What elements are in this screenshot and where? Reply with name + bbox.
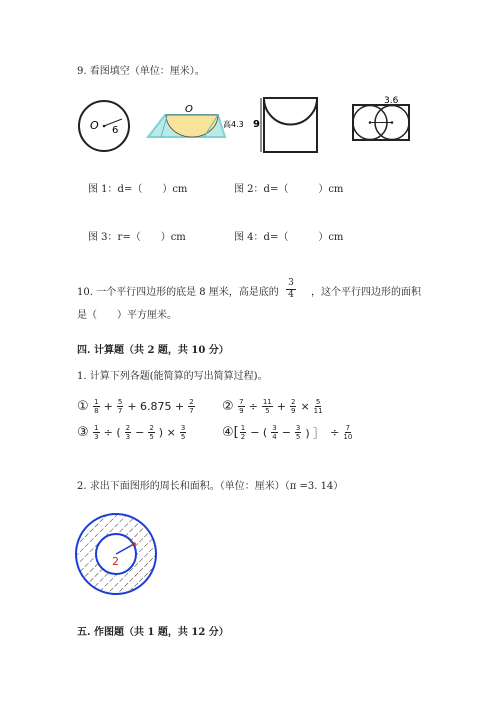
expr-4-op-minus: −: [281, 426, 291, 439]
expr-4-bracket-close: ) ］: [305, 426, 325, 440]
fig4-center-dot-left: [369, 121, 372, 124]
expr-3: [77, 424, 187, 441]
expr-1-frac-c: $\frac{2}{7}$: [189, 398, 194, 415]
expr-2-frac-a: $\frac{7}{9}$: [239, 398, 244, 415]
fig2-label-o: O: [185, 104, 193, 115]
expr-2-op-div: ÷: [248, 400, 258, 413]
q10-fraction: [286, 278, 296, 301]
expr-2-frac-d: $\frac{5}{11}$: [313, 398, 323, 415]
expr-3-frac-b: $\frac{2}{3}$: [125, 424, 131, 441]
expr-4-mark: ④: [222, 425, 234, 440]
q10-fraction-numerator: 3: [286, 278, 296, 290]
q10-text-before: 10. 一个平行四边形的底是 8 厘米，高是底的: [77, 287, 279, 298]
expr-4-op-div: ÷: [330, 426, 340, 439]
fig4-center-dot-right: [391, 121, 394, 124]
expr-1-op-plus: +: [103, 400, 113, 413]
expr-3-frac-d: $\frac{3}{5}$: [180, 424, 186, 441]
ring-figure: [72, 510, 162, 600]
blank-fig3: 图 3：r=（ ）cm: [88, 232, 186, 243]
expr-4-bracket-open: [: [233, 425, 239, 440]
section4-q1-title: 1. 计算下列各题(能简算的写出简算过程)。: [77, 371, 268, 382]
expr-4-frac-a: $\frac{1}{2}$: [240, 424, 246, 441]
ring-label: 2: [112, 555, 119, 568]
fig4-label-top: 3.6: [384, 96, 399, 106]
expr-3-frac-c: $\frac{2}{5}$: [149, 424, 154, 441]
expr-1-middle: + 6.875 +: [127, 400, 185, 413]
expr-4-frac-b: $\frac{3}{4}$: [272, 424, 277, 441]
blank-fig4: 图 4：d=（ ）cm: [234, 232, 344, 243]
q10-fraction-denominator: 4: [288, 290, 294, 300]
fig3-square-figure: [253, 94, 323, 156]
q9-title: 9. 看图填空（单位：厘米）。: [77, 66, 205, 77]
expr-1: [77, 398, 196, 415]
expr-2-mark: ②: [222, 399, 234, 414]
expr-2-op-plus: +: [276, 400, 286, 413]
expr-2-frac-b: $\frac{11}{5}$: [262, 398, 272, 415]
fig1-label-o: O: [90, 119, 99, 132]
expr-4-op-minus-paren: − (: [250, 426, 268, 439]
fig1-label-r: 6: [112, 125, 119, 136]
expr-1-mark: ①: [77, 399, 89, 414]
expr-3-op-minus: −: [135, 426, 145, 439]
fig1-center-dot: [103, 125, 106, 128]
fig1-circle-figure: [76, 98, 136, 154]
fig2-label-h: 高4.3: [223, 120, 244, 129]
fig2-trapezoid-figure: [145, 100, 245, 145]
expr-3-op-times: ) ×: [158, 426, 176, 439]
expr-2-op-times: ×: [300, 400, 310, 413]
expr-3-mark: ③: [77, 425, 89, 440]
expr-1-frac-a: $\frac{1}{8}$: [94, 398, 99, 415]
expr-4-frac-d: $\frac{7}{10}$: [343, 424, 353, 441]
expr-2-frac-c: $\frac{2}{9}$: [290, 398, 296, 415]
expr-1-frac-b: $\frac{5}{7}$: [117, 398, 123, 415]
expr-2: [222, 398, 324, 415]
fig3-label-side: 9: [253, 119, 260, 130]
q10-line2: 是（ ）平方厘米。: [77, 310, 177, 321]
section5-title: 五. 作图题（共 1 题，共 12 分）: [77, 627, 229, 638]
fig3-semicircle: [264, 98, 317, 125]
blank-fig1: 图 1：d=（ ）cm: [88, 184, 188, 195]
expr-4-frac-c: $\frac{3}{5}$: [295, 424, 301, 441]
expr-3-op-div: ÷ (: [103, 426, 121, 439]
expr-4: [222, 424, 353, 441]
expr-3-frac-a: $\frac{1}{3}$: [94, 424, 99, 441]
section4-q2-title: 2. 求出下面图形的周长和面积。（单位：厘米）（π =3. 14）: [77, 481, 344, 492]
fig4-rect-figure: [348, 94, 418, 152]
ring-radius-endpoint: [132, 542, 136, 546]
section4-title: 四. 计算题（共 2 题，共 10 分）: [77, 345, 229, 356]
q10-text-after: ，这个平行四边形的面积: [311, 287, 421, 298]
blank-fig2: 图 2：d=（ ）cm: [234, 184, 344, 195]
